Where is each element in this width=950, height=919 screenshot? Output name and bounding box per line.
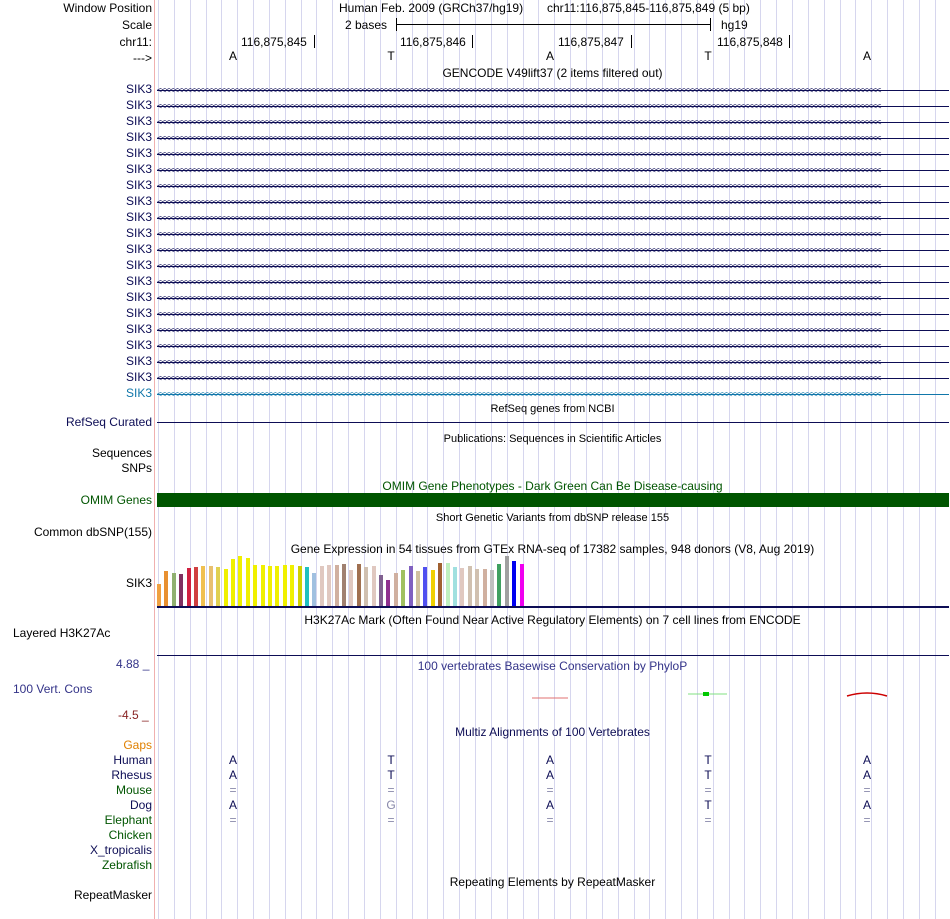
gene-transcript-row[interactable] bbox=[157, 344, 949, 350]
scale-label: Scale bbox=[121, 18, 152, 32]
omim-bar[interactable] bbox=[157, 493, 949, 507]
scale-bar bbox=[396, 24, 711, 25]
strand-arrows: <<<<<<<<<<<<<<<<<<<<<<<<<<<<<<<<<<<<<<<<<<<<<<<<<<<<<<<<<<<<<<<<<<<<<<<<<<<<<<<<<<<<<<<<<<<<<<<<<<<<<<<<<<<<<<<<<<<<<<<<<<<<<<<<<<<<<<<<<<<<<<<<<<<<<<<<<<<<<<<<<<<<<<<<<< bbox=[157, 328, 881, 334]
alignment-base: A bbox=[228, 798, 237, 812]
strand-arrows: <<<<<<<<<<<<<<<<<<<<<<<<<<<<<<<<<<<<<<<<<<<<<<<<<<<<<<<<<<<<<<<<<<<<<<<<<<<<<<<<<<<<<<<<<<<<<<<<<<<<<<<<<<<<<<<<<<<<<<<<<<<<<<<<<<<<<<<<<<<<<<<<<<<<<<<<<<<<<<<<<<<<<<<<<< bbox=[157, 280, 881, 286]
gene-transcript-row[interactable] bbox=[157, 360, 949, 366]
strand-arrows: <<<<<<<<<<<<<<<<<<<<<<<<<<<<<<<<<<<<<<<<<<<<<<<<<<<<<<<<<<<<<<<<<<<<<<<<<<<<<<<<<<<<<<<<<<<<<<<<<<<<<<<<<<<<<<<<<<<<<<<<<<<<<<<<<<<<<<<<<<<<<<<<<<<<<<<<<<<<<<<<<<<<<<<<<< bbox=[157, 360, 881, 366]
alignment-base: = bbox=[387, 813, 395, 827]
species-label: Dog bbox=[129, 798, 152, 812]
coord-1: 116,875,845 bbox=[241, 35, 307, 49]
gene-label-sik3[interactable]: SIK3 bbox=[125, 354, 152, 368]
gene-transcript-row[interactable] bbox=[157, 200, 949, 206]
strand-arrows: <<<<<<<<<<<<<<<<<<<<<<<<<<<<<<<<<<<<<<<<<<<<<<<<<<<<<<<<<<<<<<<<<<<<<<<<<<<<<<<<<<<<<<<<<<<<<<<<<<<<<<<<<<<<<<<<<<<<<<<<<<<<<<<<<<<<<<<<<<<<<<<<<<<<<<<<<<<<<<<<<<<<<<<<<< bbox=[157, 104, 881, 110]
species-label: Chicken bbox=[108, 828, 152, 842]
gtex-tissue-bar[interactable] bbox=[505, 556, 509, 606]
strand-arrows: <<<<<<<<<<<<<<<<<<<<<<<<<<<<<<<<<<<<<<<<<<<<<<<<<<<<<<<<<<<<<<<<<<<<<<<<<<<<<<<<<<<<<<<<<<<<<<<<<<<<<<<<<<<<<<<<<<<<<<<<<<<<<<<<<<<<<<<<<<<<<<<<<<<<<<<<<<<<<<<<<<<<<<<<<< bbox=[157, 120, 881, 126]
gtex-tissue-bar[interactable] bbox=[231, 559, 235, 606]
sequence-base: A bbox=[228, 49, 237, 63]
strand-arrows: <<<<<<<<<<<<<<<<<<<<<<<<<<<<<<<<<<<<<<<<<<<<<<<<<<<<<<<<<<<<<<<<<<<<<<<<<<<<<<<<<<<<<<<<<<<<<<<<<<<<<<<<<<<<<<<<<<<<<<<<<<<<<<<<<<<<<<<<<<<<<<<<<<<<<<<<<<<<<<<<<<<<<<<<<< bbox=[157, 344, 881, 350]
alignment-base: A bbox=[862, 768, 871, 782]
alignment-base: A bbox=[545, 768, 554, 782]
gene-transcript-row[interactable] bbox=[157, 104, 949, 110]
coord-tick-1 bbox=[314, 35, 315, 48]
gtex-tissue-bar[interactable] bbox=[179, 574, 183, 606]
gtex-tissue-bar[interactable] bbox=[209, 566, 213, 606]
gene-transcript-row[interactable] bbox=[157, 120, 949, 126]
gtex-tissue-bar[interactable] bbox=[253, 565, 257, 606]
gtex-baseline bbox=[157, 606, 949, 608]
gtex-tissue-bar[interactable] bbox=[423, 567, 427, 606]
track-labels bbox=[0, 0, 152, 919]
alignment-base: = bbox=[863, 783, 871, 797]
gene-label-sik3[interactable]: SIK3 bbox=[125, 178, 152, 192]
gene-transcript-row[interactable] bbox=[157, 392, 949, 398]
gene-transcript-row[interactable] bbox=[157, 296, 949, 302]
alignment-base: A bbox=[545, 798, 554, 812]
omim-label[interactable]: OMIM Genes bbox=[80, 493, 152, 507]
dbsnp-label[interactable]: Common dbSNP(155) bbox=[33, 525, 152, 539]
gtex-title: Gene Expression in 54 tissues from GTEx RNA-seq of 17382 samples, 948 donors (V8, Aug 2019) bbox=[290, 542, 815, 556]
gtex-tissue-bar[interactable] bbox=[312, 573, 316, 606]
gene-label-sik3[interactable]: SIK3 bbox=[125, 386, 152, 400]
scale-text: 2 bases bbox=[345, 18, 388, 32]
publications-title: Publications: Sequences in Scientific Articles bbox=[443, 433, 662, 445]
gtex-tissue-bar[interactable] bbox=[453, 567, 457, 606]
gene-label-sik3[interactable]: SIK3 bbox=[125, 274, 152, 288]
gene-label-sik3[interactable]: SIK3 bbox=[125, 82, 152, 96]
alignment-base: T bbox=[387, 768, 395, 782]
gtex-tissue-bar[interactable] bbox=[349, 570, 353, 606]
chrom-label: chr11: bbox=[119, 35, 152, 49]
refseq-label[interactable]: RefSeq Curated bbox=[65, 415, 152, 429]
conservation-label[interactable]: 100 Vert. Cons bbox=[13, 682, 93, 696]
gtex-tissue-bar[interactable] bbox=[386, 580, 390, 606]
alignment-base: A bbox=[228, 753, 237, 767]
gtex-tissue-bar[interactable] bbox=[327, 565, 331, 606]
gtex-tissue-bar[interactable] bbox=[290, 565, 294, 606]
strand-arrows: <<<<<<<<<<<<<<<<<<<<<<<<<<<<<<<<<<<<<<<<<<<<<<<<<<<<<<<<<<<<<<<<<<<<<<<<<<<<<<<<<<<<<<<<<<<<<<<<<<<<<<<<<<<<<<<<<<<<<<<<<<<<<<<<<<<<<<<<<<<<<<<<<<<<<<<<<<<<<<<<<<<<<<<<<< bbox=[157, 232, 881, 238]
alignment-base: = bbox=[229, 783, 237, 797]
gene-transcript-row[interactable] bbox=[157, 280, 949, 286]
strand-arrows: <<<<<<<<<<<<<<<<<<<<<<<<<<<<<<<<<<<<<<<<<<<<<<<<<<<<<<<<<<<<<<<<<<<<<<<<<<<<<<<<<<<<<<<<<<<<<<<<<<<<<<<<<<<<<<<<<<<<<<<<<<<<<<<<<<<<<<<<<<<<<<<<<<<<<<<<<<<<<<<<<<<<<<<<<< bbox=[157, 312, 881, 318]
gene-transcript-row[interactable] bbox=[157, 152, 949, 158]
gene-label-sik3[interactable]: SIK3 bbox=[125, 338, 152, 352]
alignment-base: = bbox=[704, 783, 712, 797]
gene-transcript-row[interactable] bbox=[157, 88, 949, 94]
gencode-title: GENCODE V49lift37 (2 items filtered out) bbox=[442, 66, 663, 80]
gaps-label: Gaps bbox=[123, 738, 152, 752]
conservation-title: 100 vertebrates Basewise Conservation by PhyloP bbox=[417, 659, 688, 673]
gene-label-sik3[interactable]: SIK3 bbox=[125, 370, 152, 384]
gtex-tissue-bar[interactable] bbox=[401, 570, 405, 606]
alignment-base: T bbox=[704, 768, 712, 782]
gene-transcript-row[interactable] bbox=[157, 136, 949, 142]
coord-tick-2 bbox=[472, 35, 473, 48]
gtex-tissue-bar[interactable] bbox=[164, 571, 168, 606]
sequence-base: A bbox=[862, 49, 871, 63]
species-label: Zebrafish bbox=[101, 858, 152, 872]
gtex-tissue-bar[interactable] bbox=[157, 584, 161, 606]
repeatmasker-label[interactable]: RepeatMasker bbox=[73, 888, 152, 902]
multiz-title: Multiz Alignments of 100 Vertebrates bbox=[455, 725, 650, 739]
gene-label-sik3[interactable]: SIK3 bbox=[125, 114, 152, 128]
gtex-tissue-bar[interactable] bbox=[275, 566, 279, 606]
gtex-tissue-bar[interactable] bbox=[320, 566, 324, 606]
strand-arrows: <<<<<<<<<<<<<<<<<<<<<<<<<<<<<<<<<<<<<<<<<<<<<<<<<<<<<<<<<<<<<<<<<<<<<<<<<<<<<<<<<<<<<<<<<<<<<<<<<<<<<<<<<<<<<<<<<<<<<<<<<<<<<<<<<<<<<<<<<<<<<<<<<<<<<<<<<<<<<<<<<<<<<<<<<< bbox=[157, 184, 881, 190]
coord-4: 116,875,848 bbox=[717, 35, 783, 49]
alignment-base: T bbox=[387, 753, 395, 767]
strand-arrows: <<<<<<<<<<<<<<<<<<<<<<<<<<<<<<<<<<<<<<<<<<<<<<<<<<<<<<<<<<<<<<<<<<<<<<<<<<<<<<<<<<<<<<<<<<<<<<<<<<<<<<<<<<<<<<<<<<<<<<<<<<<<<<<<<<<<<<<<<<<<<<<<<<<<<<<<<<<<<<<<<<<<<<<<<< bbox=[157, 136, 881, 142]
gene-label-sik3[interactable]: SIK3 bbox=[125, 194, 152, 208]
gtex-tissue-bar[interactable] bbox=[305, 567, 309, 606]
gtex-tissue-bar[interactable] bbox=[261, 565, 265, 606]
gtex-tissue-bar[interactable] bbox=[335, 565, 339, 606]
gene-label-sik3[interactable]: SIK3 bbox=[125, 130, 152, 144]
species-label: Rhesus bbox=[111, 768, 152, 782]
gtex-tissue-bar[interactable] bbox=[483, 569, 487, 606]
alignment-base: = bbox=[387, 783, 395, 797]
strand-arrows: <<<<<<<<<<<<<<<<<<<<<<<<<<<<<<<<<<<<<<<<<<<<<<<<<<<<<<<<<<<<<<<<<<<<<<<<<<<<<<<<<<<<<<<<<<<<<<<<<<<<<<<<<<<<<<<<<<<<<<<<<<<<<<<<<<<<<<<<<<<<<<<<<<<<<<<<<<<<<<<<<<<<<<<<<< bbox=[157, 88, 881, 94]
gtex-tissue-bar[interactable] bbox=[372, 566, 376, 606]
coord-tick-4 bbox=[789, 35, 790, 48]
h3k27ac-title: H3K27Ac Mark (Often Found Near Active Regulatory Elements) on 7 cell lines from ENCODE bbox=[304, 613, 801, 627]
gene-label-sik3[interactable]: SIK3 bbox=[125, 162, 152, 176]
gtex-label[interactable]: SIK3 bbox=[125, 576, 152, 590]
strand-arrows: <<<<<<<<<<<<<<<<<<<<<<<<<<<<<<<<<<<<<<<<<<<<<<<<<<<<<<<<<<<<<<<<<<<<<<<<<<<<<<<<<<<<<<<<<<<<<<<<<<<<<<<<<<<<<<<<<<<<<<<<<<<<<<<<<<<<<<<<<<<<<<<<<<<<<<<<<<<<<<<<<<<<<<<<<< bbox=[157, 264, 881, 270]
omim-title: OMIM Gene Phenotypes - Dark Green Can Be Disease-causing bbox=[382, 479, 723, 493]
gene-transcript-row[interactable] bbox=[157, 216, 949, 222]
strand-arrows: <<<<<<<<<<<<<<<<<<<<<<<<<<<<<<<<<<<<<<<<<<<<<<<<<<<<<<<<<<<<<<<<<<<<<<<<<<<<<<<<<<<<<<<<<<<<<<<<<<<<<<<<<<<<<<<<<<<<<<<<<<<<<<<<<<<<<<<<<<<<<<<<<<<<<<<<<<<<<<<<<<<<<<<<<< bbox=[157, 216, 881, 222]
coord-3: 116,875,847 bbox=[558, 35, 624, 49]
gtex-tissue-bar[interactable] bbox=[379, 575, 383, 606]
label-separator bbox=[154, 0, 155, 919]
db-text: hg19 bbox=[721, 18, 748, 32]
gene-transcript-row[interactable] bbox=[157, 312, 949, 318]
gene-transcript-row[interactable] bbox=[157, 184, 949, 190]
strand-arrows: <<<<<<<<<<<<<<<<<<<<<<<<<<<<<<<<<<<<<<<<<<<<<<<<<<<<<<<<<<<<<<<<<<<<<<<<<<<<<<<<<<<<<<<<<<<<<<<<<<<<<<<<<<<<<<<<<<<<<<<<<<<<<<<<<<<<<<<<<<<<<<<<<<<<<<<<<<<<<<<<<<<<<<<<<< bbox=[157, 376, 881, 382]
alignment-base: A bbox=[228, 768, 237, 782]
gene-label-sik3[interactable]: SIK3 bbox=[125, 210, 152, 224]
sequence-base: T bbox=[704, 49, 712, 63]
conservation-peak-4 bbox=[703, 692, 709, 696]
gene-label-sik3[interactable]: SIK3 bbox=[125, 242, 152, 256]
assembly-text: Human Feb. 2009 (GRCh37/hg19) bbox=[339, 1, 524, 15]
strand-label: ---> bbox=[133, 51, 152, 65]
conservation-min-label: -4.5 _ bbox=[118, 708, 149, 722]
alignment-base: = bbox=[546, 783, 554, 797]
gtex-bar-chart[interactable] bbox=[157, 556, 557, 606]
conservation-plot[interactable] bbox=[155, 680, 950, 710]
gtex-tissue-bar[interactable] bbox=[520, 564, 524, 606]
repeatmasker-title: Repeating Elements by RepeatMasker bbox=[449, 875, 656, 889]
gtex-tissue-bar[interactable] bbox=[394, 573, 398, 606]
gtex-tissue-bar[interactable] bbox=[438, 563, 442, 606]
gtex-tissue-bar[interactable] bbox=[357, 564, 361, 606]
gene-label-sik3[interactable]: SIK3 bbox=[125, 226, 152, 240]
alignment-base: A bbox=[862, 798, 871, 812]
alignment-base: T bbox=[704, 753, 712, 767]
alignment-base: = bbox=[863, 813, 871, 827]
gtex-tissue-bar[interactable] bbox=[216, 567, 220, 606]
gtex-tissue-bar[interactable] bbox=[201, 566, 205, 606]
gene-label-sik3[interactable]: SIK3 bbox=[125, 322, 152, 336]
scale-bar-tick-right bbox=[710, 18, 711, 31]
gtex-tissue-bar[interactable] bbox=[172, 573, 176, 606]
alignment-base: T bbox=[704, 798, 712, 812]
gtex-tissue-bar[interactable] bbox=[342, 564, 346, 606]
sequences-label[interactable]: Sequences bbox=[91, 446, 152, 460]
gtex-tissue-bar[interactable] bbox=[194, 567, 198, 606]
gtex-tissue-bar[interactable] bbox=[364, 567, 368, 606]
gene-transcript-row[interactable] bbox=[157, 248, 949, 254]
species-label: Human bbox=[113, 753, 152, 767]
gene-label-sik3[interactable]: SIK3 bbox=[125, 258, 152, 272]
gtex-tissue-bar[interactable] bbox=[238, 556, 242, 606]
dbsnp-title: Short Genetic Variants from dbSNP release 155 bbox=[435, 512, 670, 524]
refseq-title: RefSeq genes from NCBI bbox=[490, 403, 615, 415]
coord-2: 116,875,846 bbox=[400, 35, 466, 49]
alignment-base: A bbox=[545, 753, 554, 767]
strand-arrows: <<<<<<<<<<<<<<<<<<<<<<<<<<<<<<<<<<<<<<<<<<<<<<<<<<<<<<<<<<<<<<<<<<<<<<<<<<<<<<<<<<<<<<<<<<<<<<<<<<<<<<<<<<<<<<<<<<<<<<<<<<<<<<<<<<<<<<<<<<<<<<<<<<<<<<<<<<<<<<<<<<<<<<<<<< bbox=[157, 152, 881, 158]
gene-transcript-row[interactable] bbox=[157, 328, 949, 334]
gtex-tissue-bar[interactable] bbox=[446, 563, 450, 606]
coord-tick-3 bbox=[631, 35, 632, 48]
gtex-tissue-bar[interactable] bbox=[268, 566, 272, 606]
gtex-tissue-bar[interactable] bbox=[497, 564, 501, 606]
sequence-base: T bbox=[387, 49, 395, 63]
gene-label-sik3[interactable]: SIK3 bbox=[125, 98, 152, 112]
position-text: chr11:116,875,845-116,875,849 (5 bp) bbox=[547, 1, 750, 15]
h3k27ac-baseline bbox=[157, 655, 949, 656]
gene-transcript-row[interactable] bbox=[157, 264, 949, 270]
strand-arrows: <<<<<<<<<<<<<<<<<<<<<<<<<<<<<<<<<<<<<<<<<<<<<<<<<<<<<<<<<<<<<<<<<<<<<<<<<<<<<<<<<<<<<<<<<<<<<<<<<<<<<<<<<<<<<<<<<<<<<<<<<<<<<<<<<<<<<<<<<<<<<<<<<<<<<<<<<<<<<<<<<<<<<<<<<< bbox=[157, 392, 881, 398]
gtex-tissue-bar[interactable] bbox=[416, 571, 420, 606]
gene-label-sik3[interactable]: SIK3 bbox=[125, 290, 152, 304]
strand-arrows: <<<<<<<<<<<<<<<<<<<<<<<<<<<<<<<<<<<<<<<<<<<<<<<<<<<<<<<<<<<<<<<<<<<<<<<<<<<<<<<<<<<<<<<<<<<<<<<<<<<<<<<<<<<<<<<<<<<<<<<<<<<<<<<<<<<<<<<<<<<<<<<<<<<<<<<<<<<<<<<<<<<<<<<<<< bbox=[157, 168, 881, 174]
gtex-tissue-bar[interactable] bbox=[468, 566, 472, 606]
strand-arrows: <<<<<<<<<<<<<<<<<<<<<<<<<<<<<<<<<<<<<<<<<<<<<<<<<<<<<<<<<<<<<<<<<<<<<<<<<<<<<<<<<<<<<<<<<<<<<<<<<<<<<<<<<<<<<<<<<<<<<<<<<<<<<<<<<<<<<<<<<<<<<<<<<<<<<<<<<<<<<<<<<<<<<<<<<< bbox=[157, 200, 881, 206]
alignment-base: G bbox=[386, 798, 396, 812]
conservation-max-label: 4.88 _ bbox=[116, 657, 150, 671]
alignment-base: A bbox=[862, 753, 871, 767]
gtex-tissue-bar[interactable] bbox=[224, 569, 228, 606]
gtex-tissue-bar[interactable] bbox=[187, 568, 191, 606]
gene-label-sik3[interactable]: SIK3 bbox=[125, 146, 152, 160]
gtex-tissue-bar[interactable] bbox=[512, 561, 516, 606]
window-position-label: Window Position bbox=[63, 1, 152, 15]
gene-transcript-row[interactable] bbox=[157, 232, 949, 238]
gtex-tissue-bar[interactable] bbox=[409, 566, 413, 606]
species-label: Mouse bbox=[115, 783, 152, 797]
gene-transcript-row[interactable] bbox=[157, 376, 949, 382]
sequence-base: A bbox=[545, 49, 554, 63]
alignment-base: = bbox=[229, 813, 237, 827]
gene-label-sik3[interactable]: SIK3 bbox=[125, 306, 152, 320]
snps-label[interactable]: SNPs bbox=[121, 461, 152, 475]
gtex-tissue-bar[interactable] bbox=[246, 558, 250, 606]
species-label: X_tropicalis bbox=[89, 843, 152, 857]
strand-arrows: <<<<<<<<<<<<<<<<<<<<<<<<<<<<<<<<<<<<<<<<<<<<<<<<<<<<<<<<<<<<<<<<<<<<<<<<<<<<<<<<<<<<<<<<<<<<<<<<<<<<<<<<<<<<<<<<<<<<<<<<<<<<<<<<<<<<<<<<<<<<<<<<<<<<<<<<<<<<<<<<<<<<<<<<<< bbox=[157, 248, 881, 254]
species-label: Elephant bbox=[104, 813, 152, 827]
gtex-tissue-bar[interactable] bbox=[460, 568, 464, 606]
conservation-segment-5 bbox=[847, 693, 887, 696]
gtex-tissue-bar[interactable] bbox=[475, 569, 479, 606]
alignment-base: = bbox=[546, 813, 554, 827]
gtex-tissue-bar[interactable] bbox=[298, 566, 302, 606]
refseq-line[interactable] bbox=[157, 422, 949, 423]
gtex-tissue-bar[interactable] bbox=[283, 565, 287, 606]
scale-bar-tick-left bbox=[396, 18, 397, 31]
strand-arrows: <<<<<<<<<<<<<<<<<<<<<<<<<<<<<<<<<<<<<<<<<<<<<<<<<<<<<<<<<<<<<<<<<<<<<<<<<<<<<<<<<<<<<<<<<<<<<<<<<<<<<<<<<<<<<<<<<<<<<<<<<<<<<<<<<<<<<<<<<<<<<<<<<<<<<<<<<<<<<<<<<<<<<<<<<< bbox=[157, 296, 881, 302]
gtex-tissue-bar[interactable] bbox=[490, 570, 494, 606]
h3k27ac-label[interactable]: Layered H3K27Ac bbox=[13, 626, 111, 640]
gtex-tissue-bar[interactable] bbox=[431, 570, 435, 606]
alignment-base: = bbox=[704, 813, 712, 827]
gene-transcript-row[interactable] bbox=[157, 168, 949, 174]
